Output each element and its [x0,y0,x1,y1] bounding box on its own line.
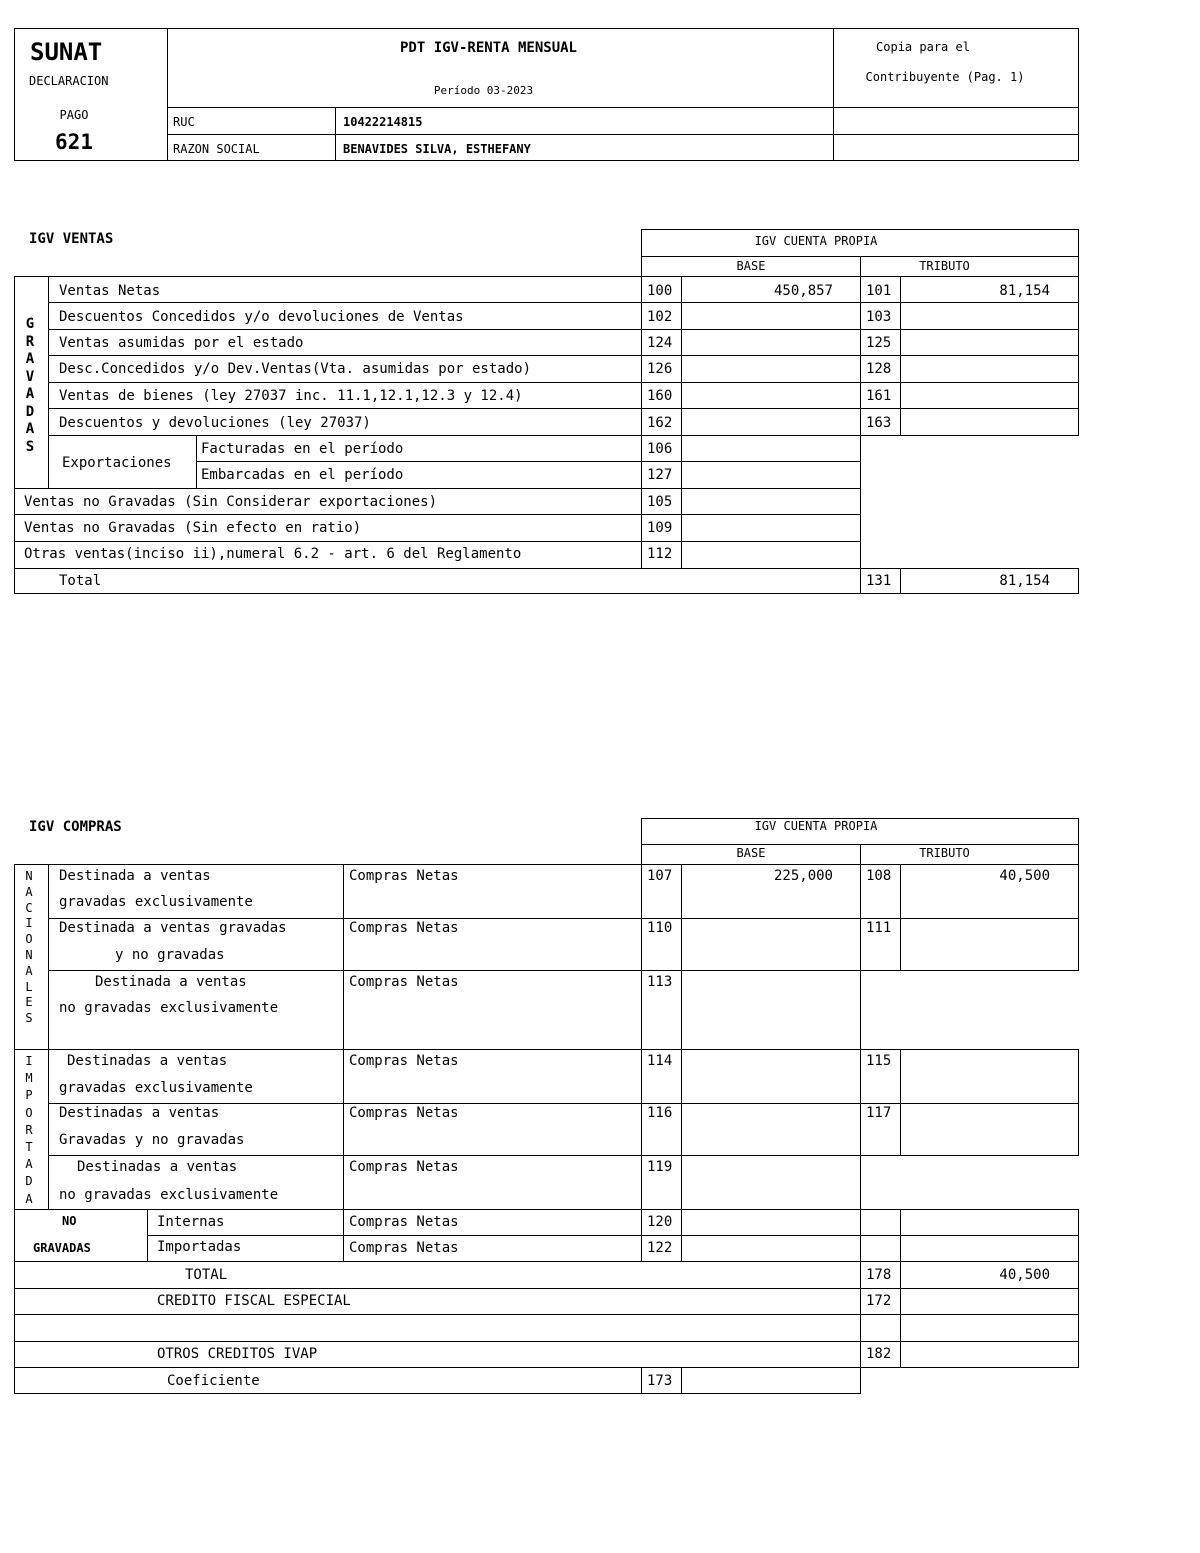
importada-vertical-label: I M P O R T A D A [25,1054,33,1206]
declaracion-label: DECLARACION [29,74,109,88]
col-tributo-compras: TRIBUTO [919,846,970,860]
nacionales-vertical-label: N A C I O N A L E S [25,869,33,1026]
razon-social-value: BENAVIDES SILVA, ESTHEFANY [343,142,531,156]
form-number: 621 [55,130,93,154]
pago-label: PAGO [59,108,89,122]
copy-line-2: Contribuyente (Pag. 1) [865,70,1025,84]
org-name: SUNAT [30,38,103,66]
gravadas-vertical-label: G R A V A D A S [25,316,35,455]
copy-line-1: Copia para el [876,40,970,54]
no-gravadas-line1: NO [62,1214,77,1228]
period: Período 03-2023 [433,84,534,97]
section-title-ventas: IGV VENTAS [29,231,114,247]
form-title: PDT IGV-RENTA MENSUAL [399,40,577,56]
exportaciones-label: Exportaciones [62,455,172,471]
col-tributo-ventas: TRIBUTO [919,259,970,273]
ruc-value: 10422214815 [343,115,423,129]
group-header-ventas: IGV CUENTA PROPIA [754,234,878,248]
ruc-label: RUC [173,115,195,129]
no-gravadas-line2: GRAVADAS [33,1241,91,1255]
group-header-compras: IGV CUENTA PROPIA [754,819,878,833]
section-title-compras: IGV COMPRAS [29,819,122,835]
col-base-compras: BASE [736,846,766,860]
col-base-ventas: BASE [736,259,766,273]
razon-social-label: RAZON SOCIAL [173,142,260,156]
